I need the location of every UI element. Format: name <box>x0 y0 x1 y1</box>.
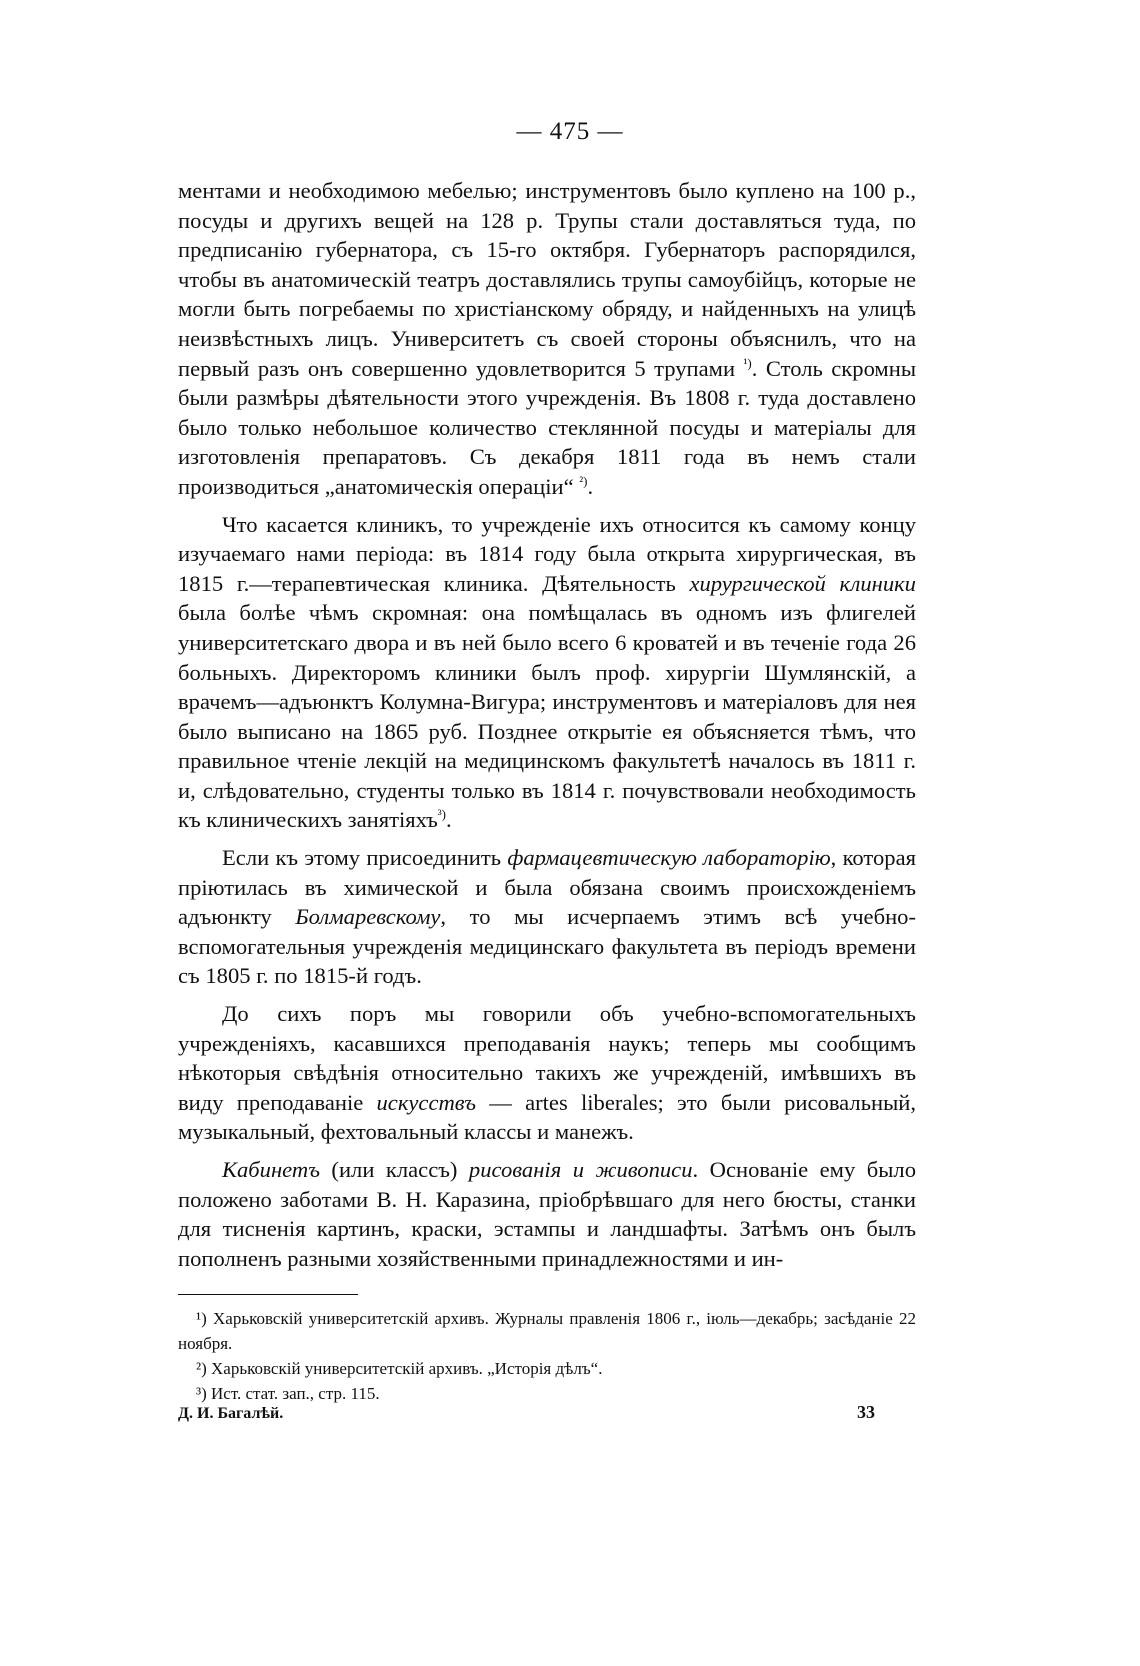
footnote-reference: ³) <box>437 806 446 822</box>
text-run: (или классъ) <box>319 1157 469 1182</box>
text-run: До сихъ поръ мы говорили объ учебно-вспомогательныхъ учрежденіяхъ, касавшихся преподаванія наукъ; теперь мы сообщимъ нѣкоторыя свѣдѣнія относительно такихъ же учрежденій, имѣвшихъ въ виду преподаваніе <box>178 1001 916 1115</box>
text-run: — artes liberales; это были рисовальный, музыкальный, фехтовальный классы и манежъ. <box>178 1089 917 1145</box>
italic-term: Кабинетъ <box>222 1157 320 1182</box>
italic-term: фармацевтическую лабораторію <box>507 845 831 871</box>
italic-term: хирургической клиники <box>689 570 916 596</box>
text-run: . <box>446 807 452 833</box>
footnote <box>178 1306 916 1356</box>
footnotes <box>178 1306 916 1406</box>
text-run: . Основаніе ему было положено заботами В. Н. Каразина, пріобрѣвшаго для него бюсты, станки для тисненія картинъ, краски, эстампы и ландшафты. Затѣмъ онъ былъ пополненъ разными хозяйственными принадлежностями и ин- <box>178 1157 916 1271</box>
footnote-mark: ¹) <box>196 1309 207 1328</box>
text-run: была болѣе чѣмъ скромная: она помѣщалась въ одномъ изъ флигелей университетскаго двора и въ ней было всего 6 кроватей и въ теченіе года 26 больныхъ. Директоромъ клиники былъ проф. хирургіи Шумлянскій, а врачемъ—адъюнктъ Колумна-Вигура; инструментовъ и матеріаловъ для нея было выписано на 1865 руб. Позднее открытіе ея объясняется тѣмъ, что правильное чтеніе лекцій на медицинскомъ факультетѣ началось въ 1811 г. и, слѣдовательно, студенты только въ 1814 г. почувствовали необходимость къ клиническихъ занятіяхъ <box>178 600 916 833</box>
text-run: ментами и необходимою мебелью; инструментовъ было куплено на 100 р., посуды и другихъ вещей на 128 р. Трупы стали доставляться туда, по предписанію губернатора, съ 15-го октября. Губернаторъ распорядился, чтобы въ анатомическій театръ доставлялись трупы самоубійцъ, которые не могли быть погребаемы по христіанскому обряду, и найденныхъ на улицѣ неизвѣстныхъ лицъ. Университетъ съ своей стороны объяснилъ, что на первый разъ онъ совершенно удовлетворится 5 трупами <box>178 178 916 381</box>
italic-term: рисованія и живописи <box>468 1157 693 1182</box>
text-run: Что касается клиникъ, то учрежденіе ихъ относится къ самому концу изучаемаго нами періода: въ 1814 году была открыта хирургическая, въ 1815 г.—терапевтическая клиника. Дѣятельность <box>178 511 916 596</box>
footnote-text: Ист. стат. зап., стр. 115. <box>206 1384 380 1403</box>
paragraph <box>178 1155 916 1273</box>
paragraph <box>178 510 916 836</box>
footnote <box>178 1381 916 1406</box>
paragraph <box>178 999 916 1147</box>
footnote-mark: ²) <box>196 1359 207 1378</box>
footnote-text: Харьковскій университетскій архивъ. „Исторія дѣлъ“. <box>206 1359 603 1378</box>
text-run: , которая пріютилась въ химической и была обязана своимъ происхожденіемъ адъюнкту <box>178 845 916 930</box>
footnote <box>178 1356 916 1381</box>
paragraph <box>178 176 916 502</box>
text-run: Если къ этому присоединить <box>222 845 508 871</box>
footnote-text: Харьковскій университетскій архивъ. Журналы правленія 1806 г., іюль—декабрь; засѣданіе 22 ноября. <box>178 1309 916 1353</box>
footnote-reference: ²) <box>579 473 588 489</box>
italic-term: Болмаревскому <box>295 904 441 930</box>
italic-term: искусствъ <box>376 1089 477 1115</box>
text-run: . <box>587 473 594 499</box>
main-text <box>178 176 916 1281</box>
signature-mark: Д. И. Багалѣй. <box>178 1405 284 1422</box>
text-run: , то мы исчерпаемъ этимъ всѣ учебно-вспомогательныя учрежденія медицинскаго факультета въ періодъ времени съ 1805 г. по 1815-й годъ. <box>178 904 916 989</box>
footnote-mark: ³) <box>196 1384 207 1403</box>
footnote-reference: ¹) <box>743 355 752 371</box>
paragraph <box>178 843 916 991</box>
page-number: — 475 — <box>516 118 624 145</box>
footnote-divider <box>178 1294 358 1295</box>
sheet-number: 33 <box>857 1402 875 1422</box>
text-run: . Столь скромны были размѣры дѣятельности этого учрежденія. Въ 1808 г. туда доставлено было только небольшое количество стеклянной посуды и матеріалы для изготовленія препаратовъ. Съ декабря 1811 года въ немъ стали производиться „анатомическія операціи“ <box>178 355 916 499</box>
